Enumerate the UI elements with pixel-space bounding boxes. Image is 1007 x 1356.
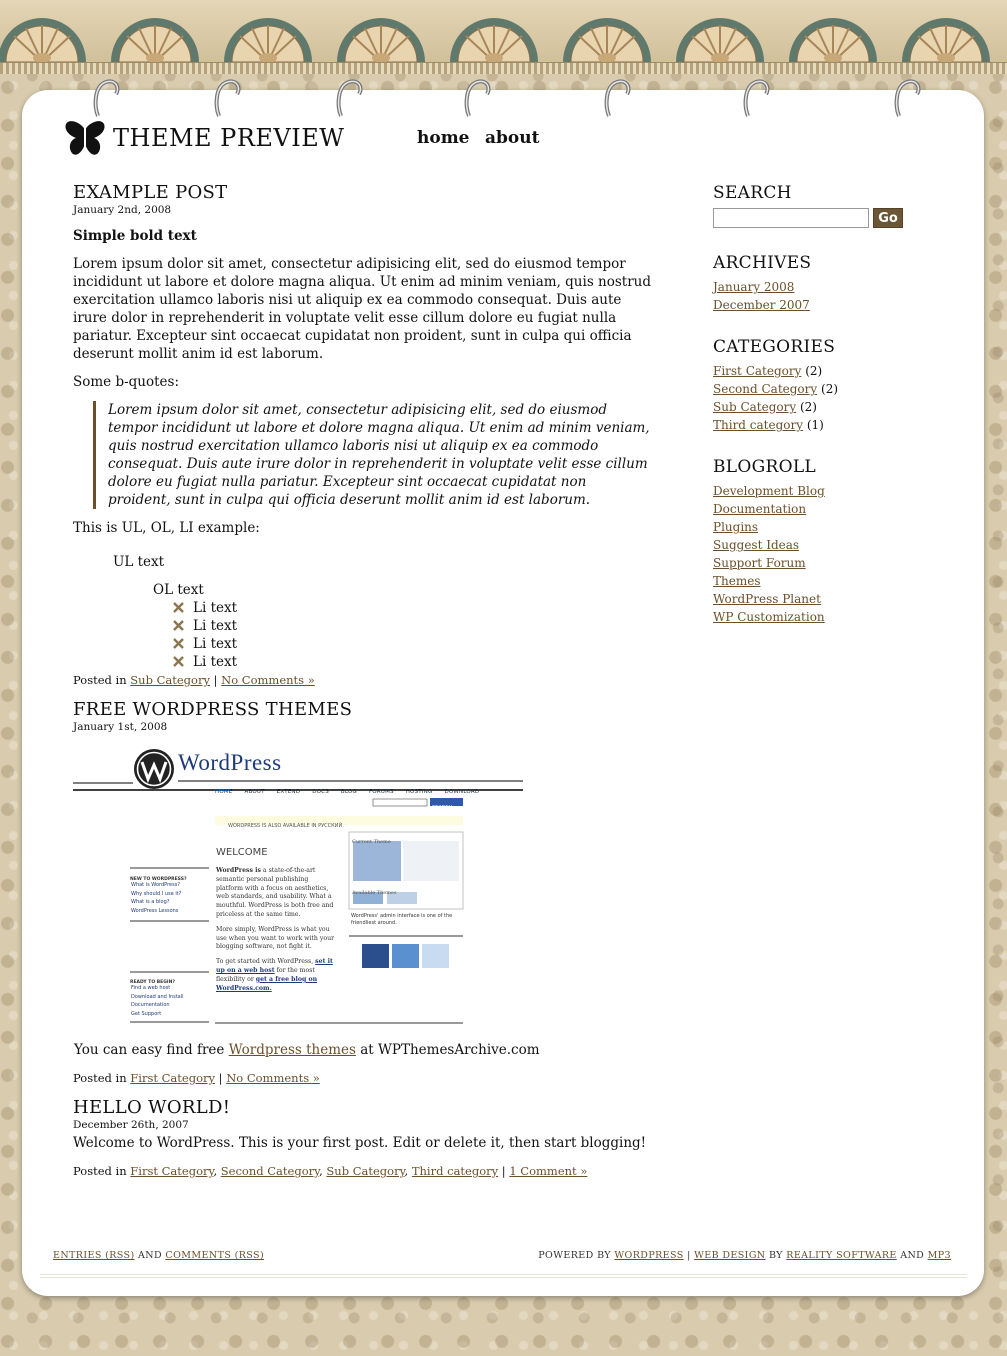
category-link[interactable]: First Category bbox=[130, 1164, 214, 1178]
reality-software-link[interactable]: REALITY SOFTWARE bbox=[786, 1250, 897, 1261]
list-item bbox=[713, 296, 943, 314]
blogroll-heading: BLOGROLL bbox=[713, 457, 817, 477]
wp-link: Download and Install bbox=[131, 993, 184, 1000]
wp-ready-heading: READY TO BEGIN? bbox=[130, 980, 175, 985]
footer-by: BY bbox=[768, 1250, 783, 1261]
wp-search-button: SEARCH » bbox=[432, 805, 457, 811]
bquote-intro: Some b-quotes: bbox=[73, 374, 180, 390]
shell-ornament-icon bbox=[559, 6, 655, 62]
footer-right bbox=[538, 1250, 951, 1261]
site-title[interactable]: THEME PREVIEW bbox=[113, 124, 345, 152]
list-item bbox=[713, 482, 943, 500]
wp-link: Find a web host bbox=[131, 985, 171, 991]
comments-rss-link[interactable]: COMMENTS (RSS) bbox=[165, 1250, 265, 1261]
archives-heading: ARCHIVES bbox=[713, 253, 812, 273]
post-title[interactable]: HELLO WORLD! bbox=[73, 1097, 231, 1118]
shell-ornament-icon bbox=[785, 6, 881, 62]
ol-text: OL text bbox=[153, 582, 204, 598]
comments-link[interactable]: No Comments » bbox=[226, 1071, 320, 1085]
wp-tab: FORUMS bbox=[368, 789, 394, 795]
blogroll-link[interactable]: Documentation bbox=[713, 502, 807, 516]
category-link[interactable]: Third category bbox=[411, 1164, 499, 1178]
post-meta: Posted in Sub Category | No Comments » bbox=[73, 673, 315, 687]
list-item bbox=[713, 380, 943, 398]
post-date: December 26th, 2007 bbox=[73, 1119, 189, 1131]
category-link[interactable]: Second Category bbox=[713, 382, 818, 396]
posted-in-label: Posted in bbox=[73, 673, 127, 687]
wp-tab: DOWNLOAD bbox=[444, 789, 480, 795]
blogroll-list bbox=[713, 482, 943, 626]
powered-by-label: POWERED BY bbox=[538, 1250, 611, 1261]
blogroll-link[interactable]: WordPress Planet bbox=[713, 592, 821, 606]
list-item bbox=[713, 398, 943, 416]
wp-intro-bold: WordPress is bbox=[216, 867, 261, 874]
sidebar bbox=[713, 182, 943, 648]
post-date: January 2nd, 2008 bbox=[73, 204, 172, 216]
search-go-button[interactable]: Go bbox=[873, 208, 903, 228]
cross-bullet-icon bbox=[173, 620, 184, 631]
post-paragraph: Lorem ipsum dolor sit amet, consectetur adipisicing elit, sed do eiusmod tempor incididunt ut labore et dolore magna aliqua. Ut enim ad minim veniam, quis nostrud exercitation ullamco laboris nisi ut aliquip ex ea commodo consequat. Duis aute irure dolor in reprehenderit in voluptate velit esse cillum dolore eu fugiat nulla pariatur. Excepteur sint occaecat cupidatat non proident, sunt in culpa qui officia deserunt mollit anim id est laborum. bbox=[73, 256, 652, 362]
wp-start bbox=[216, 958, 336, 993]
list-item bbox=[713, 278, 943, 296]
wp-tab: DOCS bbox=[312, 789, 329, 795]
list-item bbox=[713, 362, 943, 380]
web-design-link[interactable]: WEB DESIGN bbox=[694, 1250, 766, 1261]
ul-text: UL text bbox=[113, 554, 165, 570]
footer-and: AND bbox=[900, 1250, 925, 1261]
wp-link: Why should I use it? bbox=[131, 890, 182, 897]
comments-link[interactable]: No Comments » bbox=[221, 673, 315, 687]
archives-list bbox=[713, 278, 943, 314]
categories-heading: CATEGORIES bbox=[713, 337, 836, 357]
blockquote: Lorem ipsum dolor sit amet, consectetur adipisicing elit, sed do eiusmod tempor incididunt ut labore et dolore magna aliqua. Ut enim ad minim veniam, quis nostrud exercitation ullamco laboris nisi ut aliquip ex ea commodo consequat. Duis aute irure dolor in reprehenderit in voluptate velit esse cillum dolore eu fugiat nulla pariatur. Excepteur sint occaecat cupidatat non proident, sunt in culpa qui officia deserunt mollit anim id est laborum. bbox=[93, 401, 653, 509]
posted-in-label: Posted in bbox=[73, 1071, 127, 1085]
frieze-band bbox=[0, 62, 1007, 74]
list-item bbox=[713, 572, 943, 590]
wordpress-logo-icon bbox=[133, 748, 175, 790]
bold-text: Simple bold text bbox=[73, 228, 197, 244]
post-date: January 1st, 2008 bbox=[73, 721, 168, 733]
category-link[interactable]: Sub Category bbox=[713, 400, 797, 414]
category-count: (2) bbox=[799, 400, 817, 414]
list-item-text: Li text bbox=[193, 600, 238, 616]
wp-tab: ABOUT bbox=[244, 789, 265, 795]
post-hello-world bbox=[73, 1097, 653, 1180]
category-link[interactable]: Sub Category bbox=[326, 1164, 405, 1178]
list-item-text: Li text bbox=[193, 654, 238, 670]
categories-list bbox=[713, 362, 943, 434]
blogroll-link[interactable]: Development Blog bbox=[713, 484, 825, 498]
list-item bbox=[173, 599, 653, 617]
wp-intro bbox=[216, 867, 336, 993]
post-meta: Posted in First Category, Second Category, Sub Category, Third category | 1 Comment » bbox=[73, 1164, 588, 1178]
list-intro: This is UL, OL, LI example: bbox=[73, 520, 260, 536]
li-list bbox=[173, 599, 653, 671]
footer-separator: | bbox=[687, 1250, 691, 1261]
list-item bbox=[713, 554, 943, 572]
list-item bbox=[713, 536, 943, 554]
search-input[interactable] bbox=[713, 208, 869, 228]
wp-link: Documentation bbox=[131, 1002, 170, 1008]
wordpress-screenshot-image bbox=[73, 744, 523, 1029]
wp-link: What is a blog? bbox=[131, 899, 170, 905]
shell-ornament-icon bbox=[0, 6, 90, 62]
shell-ornament-icon bbox=[107, 6, 203, 62]
main-content bbox=[73, 182, 653, 1190]
category-link[interactable]: Third category bbox=[713, 418, 804, 432]
footer-divider bbox=[40, 1272, 967, 1280]
category-link[interactable]: Sub Category bbox=[130, 673, 210, 687]
list-item bbox=[173, 617, 653, 635]
blogroll-link[interactable]: Plugins bbox=[713, 520, 759, 534]
nav-home[interactable]: home bbox=[417, 128, 470, 148]
wp-start-text: To get started with WordPress, bbox=[216, 958, 316, 966]
wp-caption: WordPress' admin interface is one of the friendliest around. bbox=[351, 913, 453, 926]
wp-welcome: WELCOME bbox=[216, 847, 268, 858]
entries-rss-link[interactable]: ENTRIES (RSS) bbox=[53, 1250, 135, 1261]
wp-link: Get Support bbox=[131, 1010, 162, 1017]
themes-text-before: You can easy find free bbox=[74, 1042, 229, 1058]
blogroll-link[interactable]: WP Customization bbox=[713, 610, 825, 624]
wp-available-themes: Available Themes bbox=[352, 890, 397, 896]
mp3-link[interactable]: MP3 bbox=[927, 1250, 951, 1261]
footer-left bbox=[53, 1250, 264, 1261]
list-item bbox=[713, 500, 943, 518]
list-item-text: Li text bbox=[193, 636, 238, 652]
category-count: (2) bbox=[805, 364, 823, 378]
wp-tab: EXTEND bbox=[276, 789, 301, 795]
post-meta: Posted in First Category | No Comments » bbox=[73, 1071, 320, 1085]
wp-new-links bbox=[131, 881, 181, 915]
wp-tab: BLOG bbox=[340, 789, 357, 795]
post-example bbox=[73, 182, 653, 689]
wp-start-link: set it up on a web host bbox=[216, 958, 333, 974]
shell-ornament-icon bbox=[672, 6, 768, 62]
list-item bbox=[173, 635, 653, 653]
category-link[interactable]: First Category bbox=[130, 1071, 215, 1085]
wp-current-theme: Current Theme bbox=[352, 839, 391, 845]
wordpress-themes-link[interactable]: Wordpress themes bbox=[228, 1042, 356, 1058]
post-free-themes bbox=[73, 699, 653, 1087]
list-item bbox=[713, 416, 943, 434]
list-item-text: Li text bbox=[193, 618, 238, 634]
blogroll-link[interactable]: Support Forum bbox=[713, 556, 806, 570]
post-title[interactable]: EXAMPLE POST bbox=[73, 182, 228, 203]
list-item bbox=[713, 518, 943, 536]
category-link[interactable]: Second Category bbox=[220, 1164, 320, 1178]
category-count: (2) bbox=[821, 382, 839, 396]
archive-link[interactable]: January 2008 bbox=[713, 280, 795, 294]
wp-intro-text: a state-of-the-art semantic personal publishing platform with a focus on aesthetics, web standards, and usability. What a mouthful. WordPress is both free and priceless at the same time. bbox=[216, 867, 334, 918]
shell-ornament-icon bbox=[333, 6, 429, 62]
themes-text-after: at WPThemesArchive.com bbox=[355, 1042, 540, 1058]
post-title[interactable]: FREE WORDPRESS THEMES bbox=[73, 699, 353, 720]
wp-start-link: get a free blog on WordPress.com. bbox=[216, 975, 318, 992]
wp-tab: HOME bbox=[215, 789, 233, 795]
blogroll-link[interactable]: Suggest Ideas bbox=[713, 538, 800, 552]
list-item bbox=[173, 653, 653, 671]
wp-link: What is WordPress? bbox=[131, 882, 180, 888]
wp-link: WordPress Lessons bbox=[131, 907, 179, 914]
post-paragraph: Welcome to WordPress. This is your first post. Edit or delete it, then start blogging! bbox=[73, 1135, 647, 1151]
list-item bbox=[713, 590, 943, 608]
posted-in-label: Posted in bbox=[73, 1164, 127, 1178]
category-link[interactable]: First Category bbox=[713, 364, 802, 378]
search-heading: SEARCH bbox=[713, 183, 792, 203]
wp-simply: More simply, WordPress is what you use when you want to work with your blogging software, not fight it. bbox=[216, 925, 335, 951]
wordpress-link[interactable]: WORDPRESS bbox=[614, 1250, 684, 1261]
category-count: (1) bbox=[806, 418, 824, 432]
nav-about[interactable]: about bbox=[485, 128, 540, 148]
wp-new-heading: NEW TO WORDPRESS? bbox=[130, 877, 187, 882]
comments-link[interactable]: 1 Comment » bbox=[509, 1164, 588, 1178]
list-item bbox=[713, 608, 943, 626]
wp-notice: WORDPRESS IS ALSO AVAILABLE IN РУССКИЙ. bbox=[228, 823, 344, 829]
themes-text bbox=[74, 1041, 653, 1059]
cross-bullet-icon bbox=[173, 638, 184, 649]
decorative-frieze bbox=[0, 0, 1007, 74]
cross-bullet-icon bbox=[173, 602, 184, 613]
blogroll-link[interactable]: Themes bbox=[713, 574, 761, 588]
wordpress-brand: WordPress bbox=[178, 750, 282, 775]
archive-link[interactable]: December 2007 bbox=[713, 298, 810, 312]
shell-ornament-icon bbox=[220, 6, 316, 62]
shell-ornament-icon bbox=[446, 6, 542, 62]
shell-ornament-icon bbox=[898, 6, 994, 62]
search-form bbox=[713, 208, 943, 228]
footer-and: AND bbox=[138, 1250, 162, 1261]
wp-ready-links bbox=[131, 984, 184, 1018]
butterfly-logo-icon[interactable] bbox=[64, 120, 106, 158]
wp-start-text: for the most flexibility or bbox=[216, 966, 315, 983]
wp-tab: HOSTING bbox=[405, 789, 433, 795]
cross-bullet-icon bbox=[173, 656, 184, 667]
